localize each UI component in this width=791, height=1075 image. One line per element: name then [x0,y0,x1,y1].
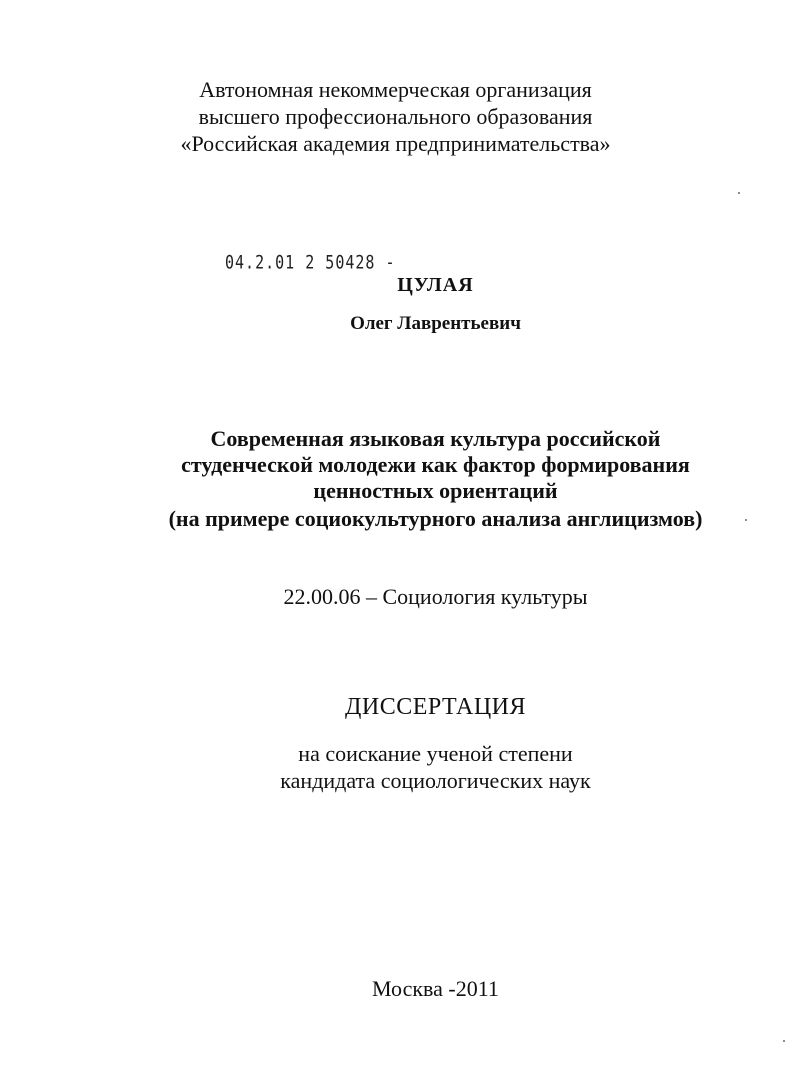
scan-speck [783,1040,785,1042]
registration-stamp: 04.2.01 2 50428 - [225,251,396,274]
organization-line-3: «Российская академия предпринимательства» [180,131,611,156]
degree-line-1: на соискание ученой степени [298,741,573,766]
specialty-code: 22.00.06 – Социология культуры [283,584,588,609]
title-line-2: студенческой молодежи как фактор формирования [181,452,690,477]
title-line-1: Современная языковая культура российской [210,426,661,451]
degree-line-2: кандидата социологических наук [280,768,591,793]
place-and-year: Москва -2011 [372,976,499,1001]
scan-speck [738,192,740,194]
author-surname: ЦУЛАЯ [397,274,474,296]
title-line-4: (на примере социокультурного анализа англицизмов) [168,506,703,531]
title-line-3: ценностных ориентаций [313,478,558,503]
organization-line-1: Автономная некоммерческая организация [199,77,592,102]
scan-speck [745,519,747,521]
author-name: Олег Лаврентьевич [350,313,521,334]
organization-line-2: высшего профессионального образования [198,104,593,129]
document-type: ДИССЕРТАЦИЯ [345,694,526,720]
